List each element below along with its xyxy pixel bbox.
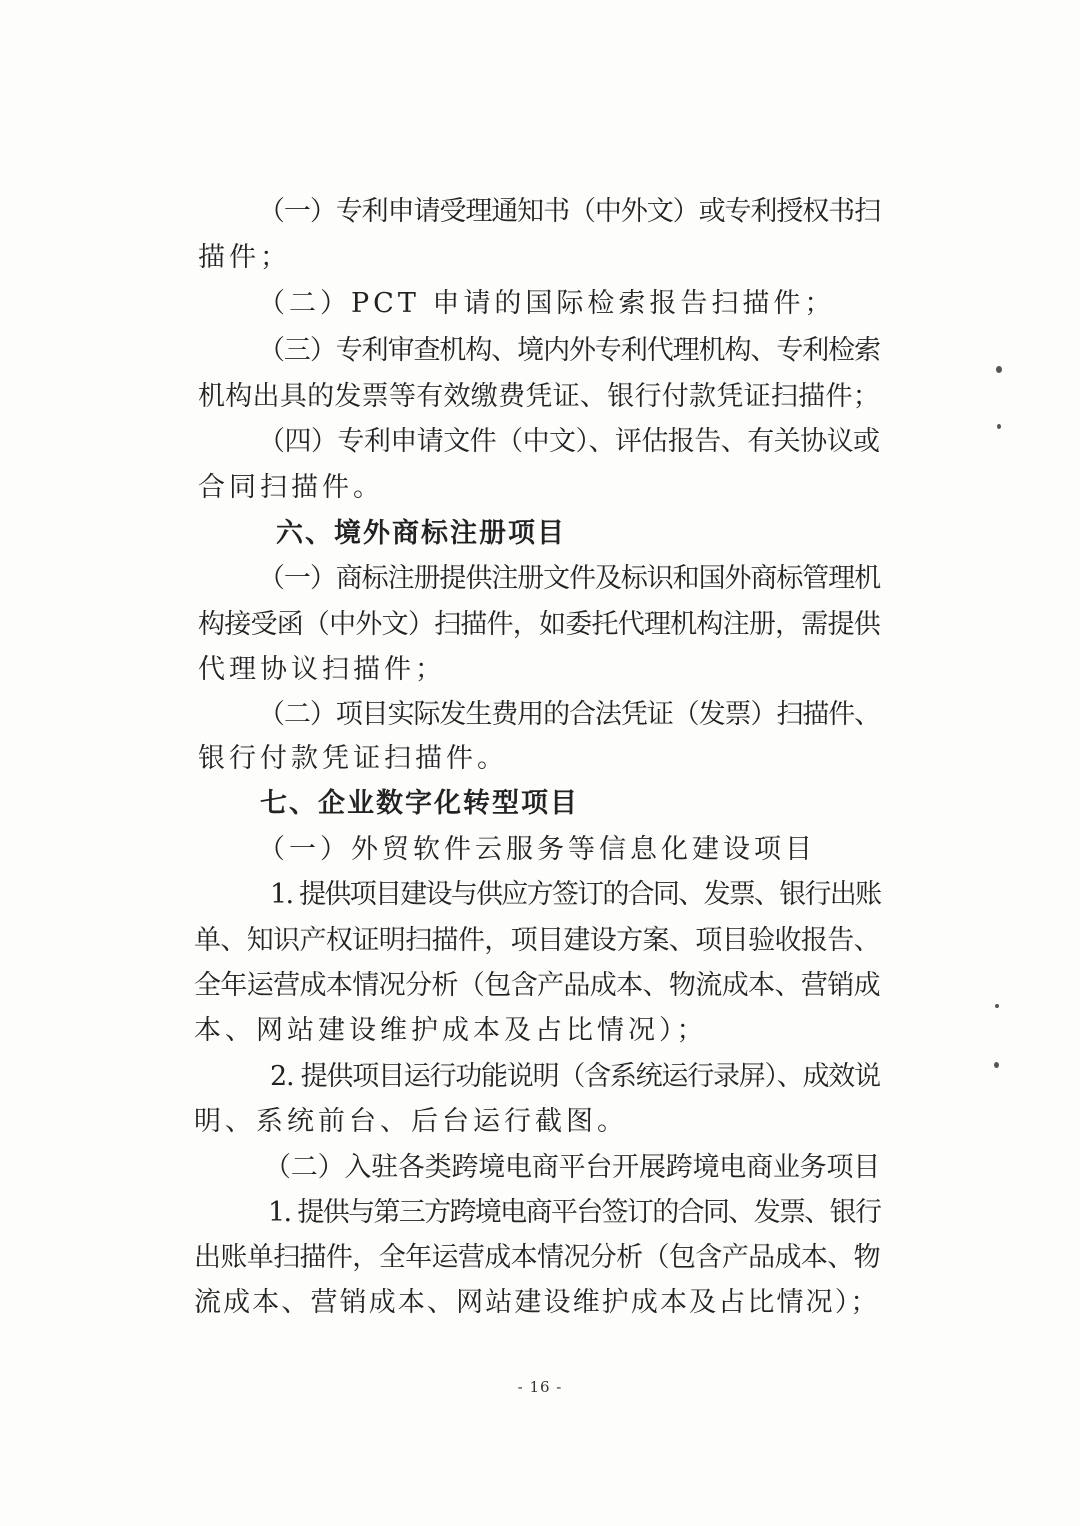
paragraph-line: 单、知识产权证明扫描件，项目建设方案、项目验收报告、	[194, 925, 880, 956]
scan-speck	[995, 1004, 999, 1008]
scan-speck	[994, 1062, 999, 1068]
scan-speck	[997, 424, 1001, 429]
paragraph-line: 流成本、营销成本、网站建设维护成本及占比情况）；	[194, 1287, 880, 1318]
section-heading: 六、境外商标注册项目	[276, 518, 566, 549]
paragraph-line: 合同扫描件。	[198, 472, 384, 503]
paragraph-line: 2. 提供项目运行功能说明（含系统运行录屏）、成效说	[270, 1061, 880, 1092]
paragraph-line: 银行付款凭证扫描件。	[198, 743, 508, 774]
paragraph-line: 1. 提供与第三方跨境电商平台签订的合同、发票、银行	[268, 1197, 881, 1228]
paragraph-line: （一）专利申请受理通知书（中外文）或专利授权书扫	[258, 196, 880, 227]
page-number: - 16 -	[517, 1378, 563, 1396]
subsection-heading: （一）外贸软件云服务等信息化建设项目	[258, 834, 816, 865]
subsection-heading: （二）入驻各类跨境电商平台开展跨境电商业务项目	[264, 1152, 880, 1183]
scan-speck	[996, 366, 1002, 373]
section-heading: 七、企业数字化转型项目	[260, 788, 579, 819]
paragraph-line: 机构出具的发票等有效缴费凭证、银行付款凭证扫描件；	[198, 381, 880, 412]
paragraph-line: 描件；	[198, 242, 291, 273]
paragraph-line: 1. 提供项目建设与供应方签订的合同、发票、银行出账	[270, 879, 881, 910]
paragraph-line: （四）专利申请文件（中文）、评估报告、有关协议或	[258, 426, 880, 457]
paragraph-line: 全年运营成本情况分析（包含产品成本、物流成本、营销成	[194, 970, 880, 1001]
paragraph-line: （二）PCT 申请的国际检索报告扫描件；	[258, 288, 836, 319]
paragraph-line: 本、网站建设维护成本及占比情况）；	[194, 1015, 708, 1046]
paragraph-line: （二）项目实际发生费用的合法凭证（发票）扫描件、	[258, 699, 880, 730]
paragraph-line: （三）专利审查机构、境内外专利代理机构、专利检索	[258, 335, 880, 366]
paragraph-line: 构接受函（中外文）扫描件，如委托代理机构注册，需提供	[198, 609, 880, 640]
paragraph-line: 明、系统前台、后台运行截图。	[194, 1106, 628, 1137]
paragraph-line: 代理协议扫描件；	[198, 654, 446, 685]
paragraph-line: （一）商标注册提供注册文件及标识和国外商标管理机	[258, 563, 880, 594]
paragraph-line: 出账单扫描件，全年运营成本情况分析（包含产品成本、物	[194, 1242, 880, 1273]
